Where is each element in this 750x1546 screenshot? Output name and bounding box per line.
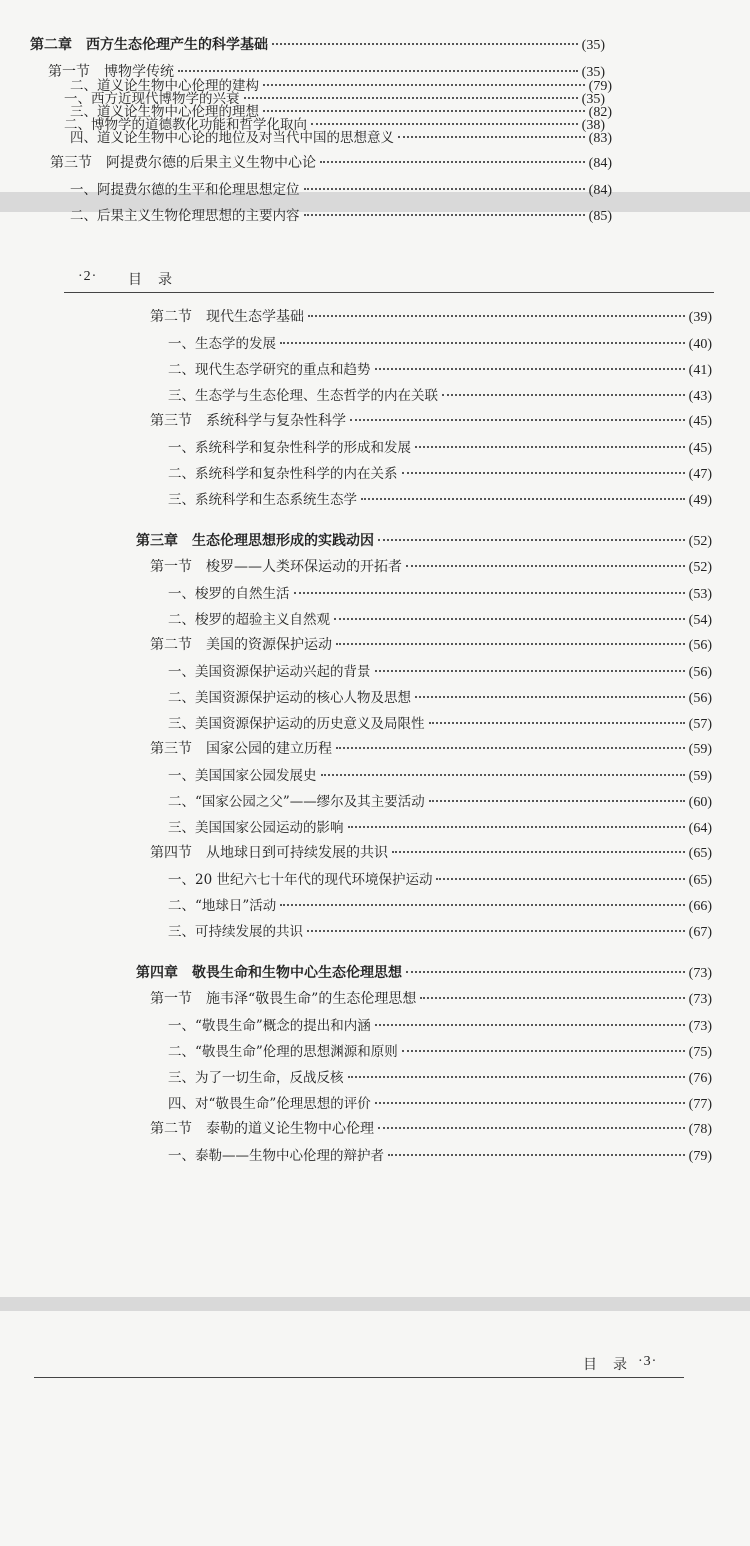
dot-leader xyxy=(348,1076,685,1078)
toc-entry[interactable] xyxy=(168,436,712,458)
toc-entry[interactable] xyxy=(150,738,712,760)
entry-title: 三、可持续发展的共识 xyxy=(168,924,303,940)
entry-page: (38) xyxy=(581,118,605,133)
entry-page: (41) xyxy=(688,363,712,378)
header-page-number: ·2· xyxy=(78,269,98,284)
dot-leader xyxy=(272,43,578,45)
entry-page: (56) xyxy=(688,691,712,706)
dot-leader xyxy=(348,826,685,828)
toc-entry[interactable] xyxy=(168,712,712,734)
entry-title: 一、西方近现代博物学的兴衰 xyxy=(64,91,240,107)
toc-entry[interactable] xyxy=(168,660,712,682)
entry-title: 第三节 阿提费尔德的后果主义生物中心论 xyxy=(50,155,316,171)
entry-page: (45) xyxy=(688,414,712,429)
toc-entry[interactable] xyxy=(150,988,712,1010)
dot-leader xyxy=(378,1127,685,1129)
dot-leader xyxy=(420,997,684,999)
dot-leader xyxy=(263,110,585,112)
entry-title: 二、现代生态学研究的重点和趋势 xyxy=(168,362,371,378)
toc-entry[interactable] xyxy=(168,1066,712,1088)
dot-leader xyxy=(415,446,685,448)
entry-page: (35) xyxy=(581,38,605,53)
toc-entry[interactable] xyxy=(168,384,712,406)
entry-page: (79) xyxy=(588,79,612,94)
dot-leader xyxy=(398,136,585,138)
toc-entry[interactable] xyxy=(168,608,712,630)
dot-leader xyxy=(321,774,685,776)
entry-page: (59) xyxy=(688,742,712,757)
toc-entry[interactable] xyxy=(168,1092,712,1114)
dot-leader xyxy=(429,800,685,802)
dot-leader xyxy=(304,188,585,190)
entry-page: (85) xyxy=(588,209,612,224)
entry-page: (43) xyxy=(688,389,712,404)
header-title: 目 录 xyxy=(128,273,173,288)
dot-leader xyxy=(402,472,685,474)
entry-page: (65) xyxy=(688,873,712,888)
entry-title: 第四节 从地球日到可持续发展的共识 xyxy=(150,845,388,861)
toc-entry[interactable] xyxy=(150,634,712,656)
entry-title: 三、美国国家公园运动的影响 xyxy=(168,820,344,836)
entry-page: (39) xyxy=(688,310,712,325)
toc-entry[interactable] xyxy=(168,764,712,786)
header-page-number: ·3· xyxy=(638,1354,658,1369)
dot-leader xyxy=(429,722,685,724)
toc-entry[interactable] xyxy=(168,790,712,812)
entry-title: 第一节 施韦泽“敬畏生命”的生态伦理思想 xyxy=(150,991,417,1007)
toc-entry[interactable] xyxy=(136,962,712,984)
dot-leader xyxy=(334,618,685,620)
toc-entry[interactable] xyxy=(150,842,712,864)
toc-entry[interactable] xyxy=(168,816,712,838)
entry-page: (56) xyxy=(688,638,712,653)
toc-entry[interactable] xyxy=(168,686,712,708)
entry-title: 第四章 敬畏生命和生物中心生态伦理思想 xyxy=(136,965,402,981)
dot-leader xyxy=(307,930,685,932)
entry-page: (76) xyxy=(688,1071,712,1086)
entry-page: (84) xyxy=(588,183,612,198)
entry-page: (47) xyxy=(688,467,712,482)
entry-title: 第二节 泰勒的道义论生物中心伦理 xyxy=(150,1121,374,1137)
entry-page: (66) xyxy=(688,899,712,914)
toc-entry[interactable] xyxy=(150,556,712,578)
entry-title: 三、道义论生物中心伦理的理想 xyxy=(70,104,259,120)
dot-leader xyxy=(375,368,685,370)
entry-page: (59) xyxy=(688,769,712,784)
entry-page: (67) xyxy=(688,925,712,940)
entry-page: (54) xyxy=(688,613,712,628)
header-rule xyxy=(34,1377,684,1378)
entry-title: 二、梭罗的超验主义自然观 xyxy=(168,612,330,628)
dot-leader xyxy=(320,161,585,163)
entry-title: 二、美国资源保护运动的核心人物及思想 xyxy=(168,690,411,706)
toc-entry[interactable] xyxy=(150,1118,712,1140)
dot-leader xyxy=(280,904,684,906)
entry-title: 三、系统科学和生态系统生态学 xyxy=(168,492,357,508)
entry-title: 三、生态学与生态伦理、生态哲学的内在关联 xyxy=(168,388,438,404)
dot-leader xyxy=(375,1102,685,1104)
toc-entry[interactable] xyxy=(168,920,712,942)
entry-page: (60) xyxy=(688,795,712,810)
entry-title: 第二节 现代生态学基础 xyxy=(150,309,304,325)
dot-leader xyxy=(415,696,685,698)
entry-title: 四、道义论生物中心论的地位及对当代中国的思想意义 xyxy=(70,130,394,146)
entry-page: (45) xyxy=(688,441,712,456)
header-rule xyxy=(64,292,714,293)
dot-leader xyxy=(304,214,585,216)
entry-title: 一、阿提费尔德的生平和伦理思想定位 xyxy=(70,182,300,198)
entry-page: (53) xyxy=(688,587,712,602)
toc-entry[interactable] xyxy=(168,488,712,510)
dot-leader xyxy=(402,1050,685,1052)
entry-title: 一、生态学的发展 xyxy=(168,336,276,352)
dot-leader xyxy=(244,97,578,99)
entry-page: (64) xyxy=(688,821,712,836)
entry-page: (82) xyxy=(588,105,612,120)
entry-page: (77) xyxy=(688,1097,712,1112)
dot-leader xyxy=(311,123,578,125)
toc-entry[interactable] xyxy=(50,152,612,174)
entry-title: 第一节 博物学传统 xyxy=(48,64,174,80)
entry-title: 一、美国国家公园发展史 xyxy=(168,768,317,784)
entry-title: 二、“国家公园之父”——缪尔及其主要活动 xyxy=(168,794,425,810)
dot-leader xyxy=(392,851,685,853)
entry-title: 第二节 美国的资源保护运动 xyxy=(150,637,332,653)
entry-title: 三、美国资源保护运动的历史意义及局限性 xyxy=(168,716,425,732)
page-middle xyxy=(0,212,750,1297)
dot-leader xyxy=(406,971,685,973)
dot-leader xyxy=(350,419,685,421)
toc-entry[interactable] xyxy=(168,462,712,484)
entry-page: (57) xyxy=(688,717,712,732)
entry-title: 二、“地球日”活动 xyxy=(168,898,277,914)
toc-entry[interactable] xyxy=(30,34,605,56)
entry-page: (75) xyxy=(688,1045,712,1060)
entry-page: (52) xyxy=(688,534,712,549)
toc-entry[interactable] xyxy=(168,332,712,354)
entry-page: (73) xyxy=(688,992,712,1007)
toc-entry[interactable] xyxy=(168,1144,712,1166)
toc-entry[interactable] xyxy=(168,868,712,890)
dot-leader xyxy=(178,70,578,72)
dot-leader xyxy=(294,592,685,594)
entry-title: 二、博物学的道德教化功能和哲学化取向 xyxy=(64,117,307,133)
entry-page: (83) xyxy=(588,131,612,146)
entry-page: (49) xyxy=(688,493,712,508)
toc-entry[interactable] xyxy=(168,894,712,916)
entry-page: (65) xyxy=(688,846,712,861)
toc-entry[interactable] xyxy=(70,178,612,200)
dot-leader xyxy=(378,539,685,541)
dot-leader xyxy=(375,670,685,672)
dot-leader xyxy=(308,315,685,317)
toc-entry[interactable] xyxy=(168,1014,712,1036)
entry-title: 一、泰勒——生物中心伦理的辩护者 xyxy=(168,1148,384,1164)
dot-leader xyxy=(442,394,685,396)
entry-page: (40) xyxy=(688,337,712,352)
dot-leader xyxy=(336,643,685,645)
toc-entry[interactable] xyxy=(70,126,612,148)
header-title: 目 录 xyxy=(583,1358,628,1373)
entry-title: 一、20 世纪六七十年代的现代环境保护运动 xyxy=(168,872,433,888)
toc-entry[interactable] xyxy=(150,410,712,432)
toc-entry[interactable] xyxy=(136,530,712,552)
entry-title: 第一节 梭罗——人类环保运动的开拓者 xyxy=(150,559,402,575)
dot-leader xyxy=(388,1154,685,1156)
dot-leader xyxy=(361,498,685,500)
entry-title: 一、梭罗的自然生活 xyxy=(168,586,290,602)
entry-title: 二、道义论生物中心伦理的建构 xyxy=(70,78,259,94)
toc-entry[interactable] xyxy=(168,1040,712,1062)
entry-title: 二、系统科学和复杂性科学的内在关系 xyxy=(168,466,398,482)
dot-leader xyxy=(375,1024,685,1026)
entry-title: 第三节 系统科学与复杂性科学 xyxy=(150,413,346,429)
entry-title: 三、为了一切生命，反战反核 xyxy=(168,1070,344,1086)
dot-leader xyxy=(406,565,685,567)
entry-title: 第三章 生态伦理思想形成的实践动因 xyxy=(136,533,374,549)
entry-page: (79) xyxy=(688,1149,712,1164)
entry-page: (73) xyxy=(688,1019,712,1034)
entry-page: (78) xyxy=(688,1122,712,1137)
entry-title: 一、美国资源保护运动兴起的背景 xyxy=(168,664,371,680)
dot-leader xyxy=(436,878,684,880)
dot-leader xyxy=(280,342,685,344)
entry-title: 一、“敬畏生命”概念的提出和内涵 xyxy=(168,1018,371,1034)
entry-page: (56) xyxy=(688,665,712,680)
dot-leader xyxy=(336,747,685,749)
entry-title: 第二章 西方生态伦理产生的科学基础 xyxy=(30,37,268,53)
entry-page: (35) xyxy=(581,92,605,107)
entry-title: 二、“敬畏生命”伦理的思想渊源和原则 xyxy=(168,1044,398,1060)
toc-entry[interactable] xyxy=(70,204,612,226)
entry-title: 一、系统科学和复杂性科学的形成和发展 xyxy=(168,440,411,456)
toc-entry[interactable] xyxy=(150,306,712,328)
dot-leader xyxy=(263,84,585,86)
toc-entry[interactable] xyxy=(168,358,712,380)
entry-page: (35) xyxy=(581,65,605,80)
entry-title: 第三节 国家公园的建立历程 xyxy=(150,741,332,757)
entry-page: (84) xyxy=(588,156,612,171)
toc-entry[interactable] xyxy=(70,100,612,122)
toc-entry[interactable] xyxy=(70,74,612,96)
entry-page: (52) xyxy=(688,560,712,575)
toc-entry[interactable] xyxy=(168,582,712,604)
entry-title: 二、后果主义生物伦理思想的主要内容 xyxy=(70,208,300,224)
entry-title: 四、对“敬畏生命”伦理思想的评价 xyxy=(168,1096,371,1112)
entry-page: (73) xyxy=(688,966,712,981)
